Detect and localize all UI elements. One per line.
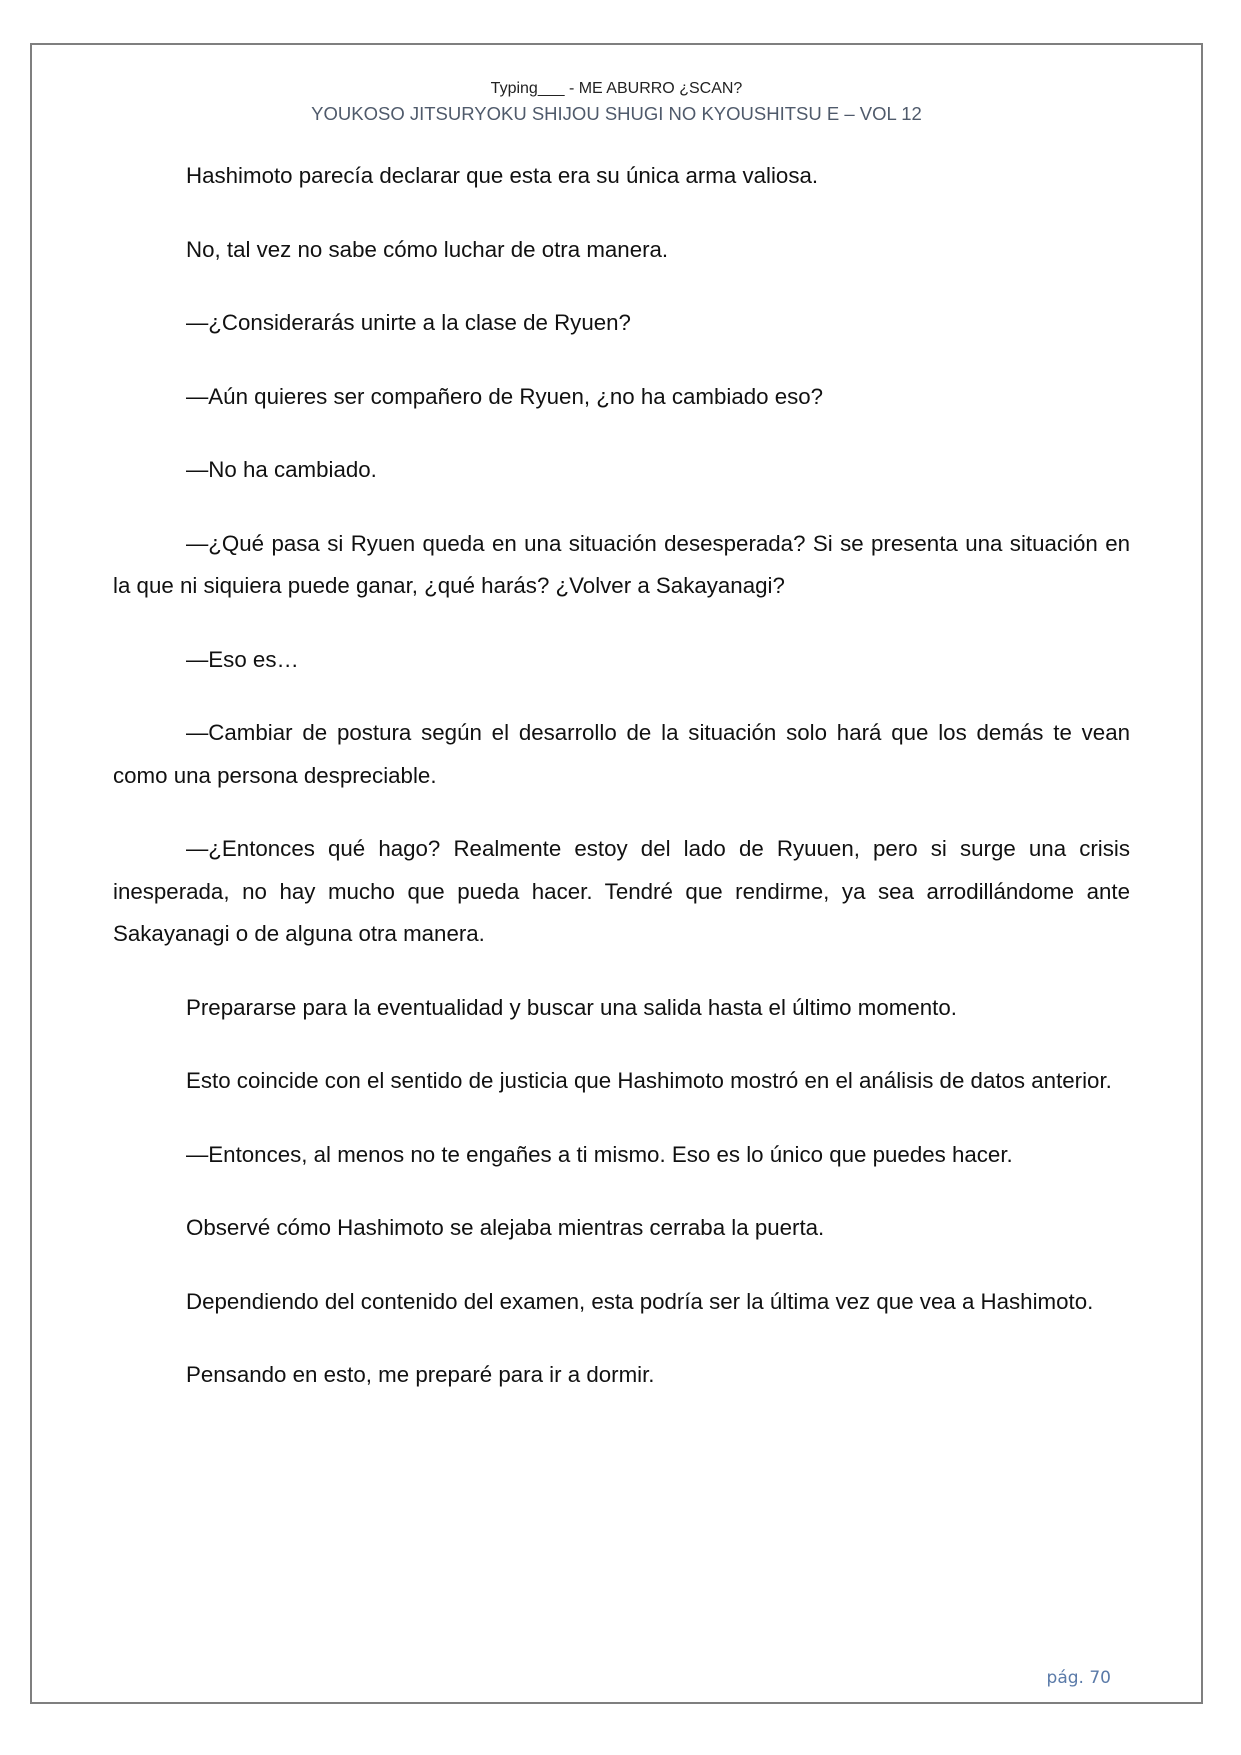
paragraph: —No ha cambiado.: [186, 457, 377, 482]
page: [30, 43, 1203, 1704]
paragraph: —Cambiar de postura según el desarrollo de la situación solo hará que los demás te vean como una persona despreciable.: [113, 720, 1130, 788]
paragraph: —Aún quieres ser compañero de Ryuen, ¿no ha cambiado eso?: [186, 383, 824, 409]
paragraph: —¿Considerarás unirte a la clase de Ryuen?: [186, 310, 631, 335]
paragraph: No, tal vez no sabe cómo luchar de otra manera.: [186, 236, 669, 262]
page-body: [113, 155, 1130, 1428]
paragraph: Dependiendo del contenido del examen, esta podría ser la última vez que vea a Hashimoto.: [186, 1288, 1094, 1314]
paragraph: Observé cómo Hashimoto se alejaba mientras cerraba la puerta.: [186, 1215, 825, 1240]
paragraph: Prepararse para la eventualidad y buscar una salida hasta el último momento.: [186, 994, 957, 1020]
paragraph: —Eso es…: [186, 646, 299, 672]
header-book-title: YOUKOSO JITSURYOKU SHIJOU SHUGI NO KYOUSHITSU E – VOL 12: [311, 103, 922, 124]
paragraph: —Entonces, al menos no te engañes a ti mismo. Eso es lo único que puedes hacer.: [186, 1141, 1013, 1167]
header-scanlation-credit: Typing___ - ME ABURRO ¿SCAN?: [490, 80, 743, 97]
page-header: [32, 77, 1201, 127]
paragraph: —¿Qué pasa si Ryuen queda en una situación desesperada? Si se presenta una situación en la que ni siquiera puede ganar, ¿qué harás? ¿Volver a Sakayanagi?: [113, 530, 1130, 598]
paragraph: Hashimoto parecía declarar que esta era su única arma valiosa.: [186, 163, 819, 188]
paragraph: Esto coincide con el sentido de justicia que Hashimoto mostró en el análisis de datos anterior.: [186, 1068, 1112, 1093]
paragraph: —¿Entonces qué hago? Realmente estoy del lado de Ryuuen, pero si surge una crisis inesperada, no hay mucho que pueda hacer. Tendré que rendirme, ya sea arrodillándome ante Sakayanagi o de alguna otra manera.: [113, 836, 1130, 946]
paragraph: Pensando en esto, me preparé para ir a dormir.: [186, 1362, 655, 1387]
page-number: pág. 70: [1046, 1668, 1111, 1688]
